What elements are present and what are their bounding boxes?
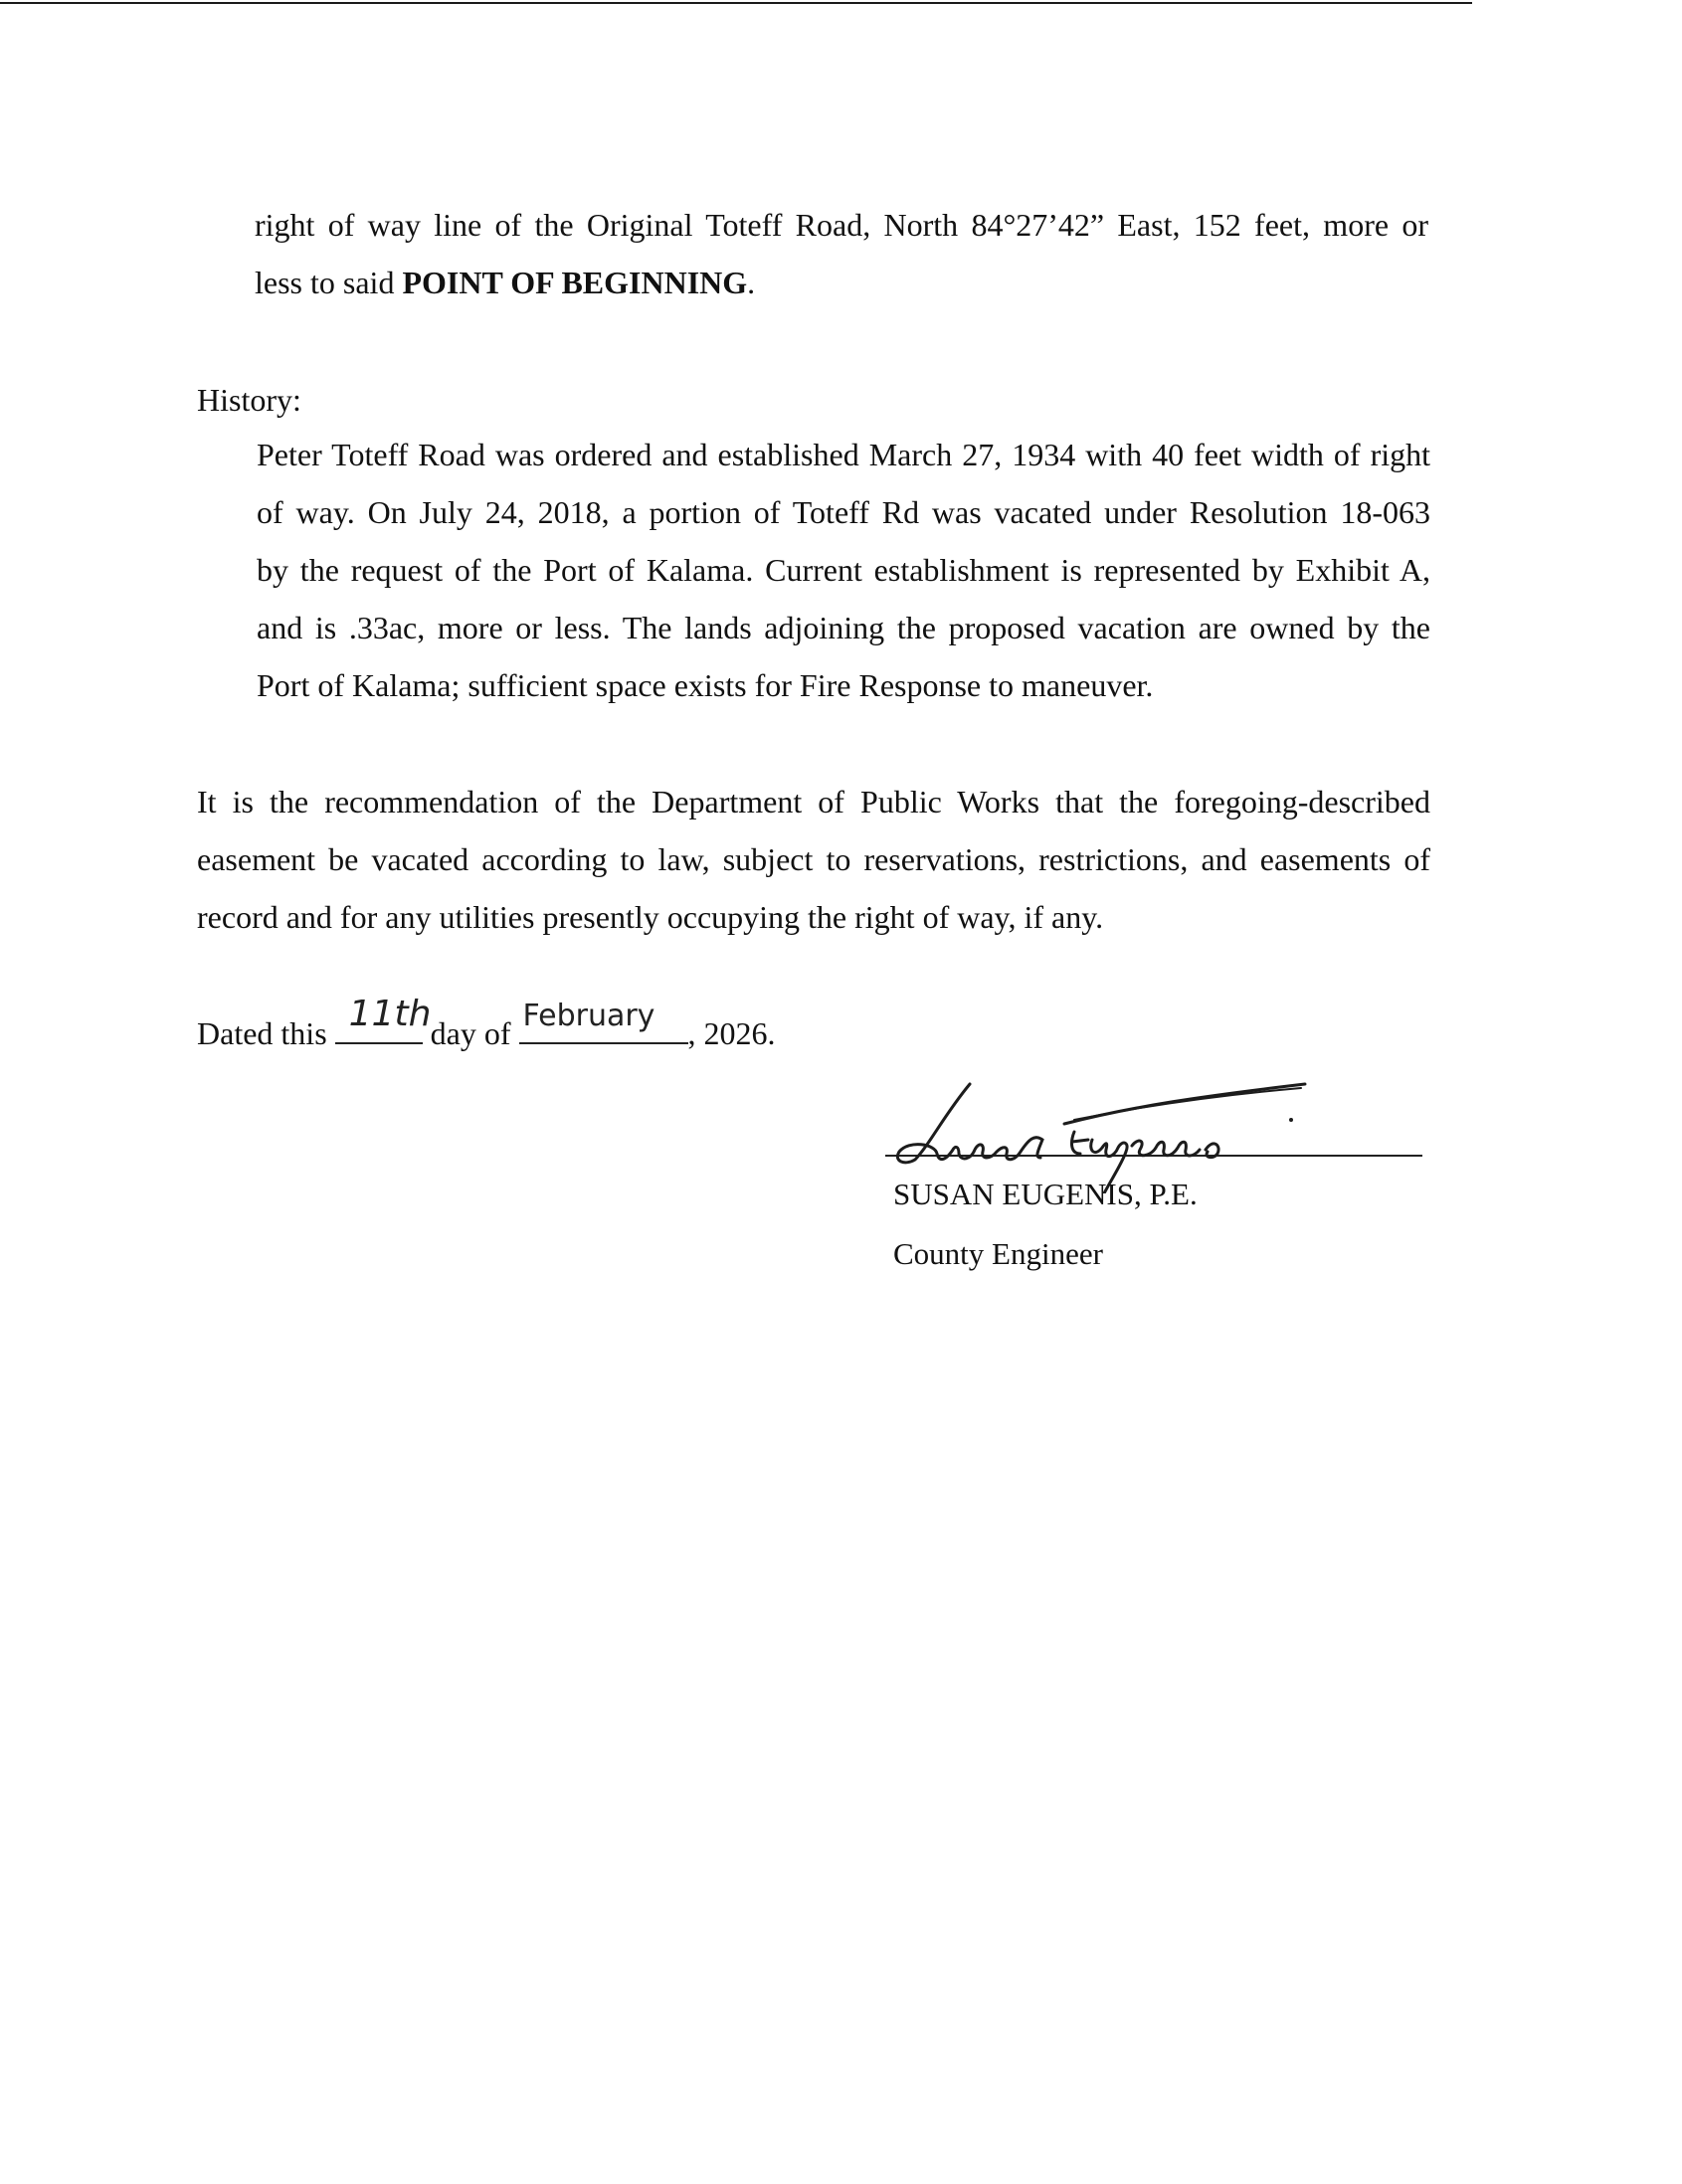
dated-middle: day of bbox=[430, 1015, 511, 1051]
paragraph-line-prefix: less to said bbox=[255, 265, 403, 300]
signature-block bbox=[875, 1054, 1432, 1293]
history-line: Peter Toteff Road was ordered and established March 27, 1934 with 40 feet width of right bbox=[257, 437, 1430, 472]
paragraph-line-suffix: . bbox=[747, 265, 756, 300]
history-line: and is .33ac, more or less. The lands adjoining the proposed vacation are owned by the bbox=[257, 610, 1430, 645]
handwritten-signature bbox=[875, 1054, 1432, 1193]
history-line: Port of Kalama; sufficient space exists for Fire Response to maneuver. bbox=[257, 667, 1154, 703]
paragraph-line: right of way line of the Original Toteff Road, North 84°27’42” East, 152 feet, more or bbox=[255, 207, 1428, 243]
month-blank bbox=[519, 999, 688, 1044]
signature-first-name-stroke bbox=[897, 1084, 1042, 1163]
history-line: by the request of the Port of Kalama. Current establishment is represented by Exhibit A, bbox=[257, 552, 1430, 588]
history-heading: History: bbox=[197, 382, 301, 418]
dated-suffix: , 2026. bbox=[687, 1015, 776, 1051]
signature-flourish bbox=[1064, 1084, 1305, 1124]
scan-edge-line bbox=[0, 2, 1472, 4]
paragraph-point-of-beginning bbox=[255, 196, 1428, 311]
history-paragraph bbox=[257, 426, 1430, 714]
paragraph-line bbox=[255, 254, 1428, 311]
dated-prefix: Dated this bbox=[197, 1015, 327, 1051]
signer-name: SUSAN EUGENIS, P.E. bbox=[893, 1177, 1198, 1211]
signer-title: County Engineer bbox=[893, 1236, 1103, 1271]
handwritten-day: 11th bbox=[348, 994, 432, 1034]
dated-line bbox=[197, 994, 776, 1057]
recommendation-line: It is the recommendation of the Department of Public Works that the foregoing-described bbox=[197, 784, 1430, 819]
point-of-beginning-bold: POINT OF BEGINNING bbox=[402, 265, 748, 300]
day-blank bbox=[335, 994, 432, 1044]
handwritten-month: February bbox=[522, 999, 655, 1033]
history-line: of way. On July 24, 2018, a portion of Toteff Rd was vacated under Resolution 18-063 bbox=[257, 494, 1430, 530]
recommendation-paragraph bbox=[197, 773, 1430, 946]
recommendation-line: easement be vacated according to law, subject to reservations, restrictions, and easements of bbox=[197, 841, 1430, 877]
recommendation-line: record and for any utilities presently occupying the right of way, if any. bbox=[197, 899, 1104, 935]
